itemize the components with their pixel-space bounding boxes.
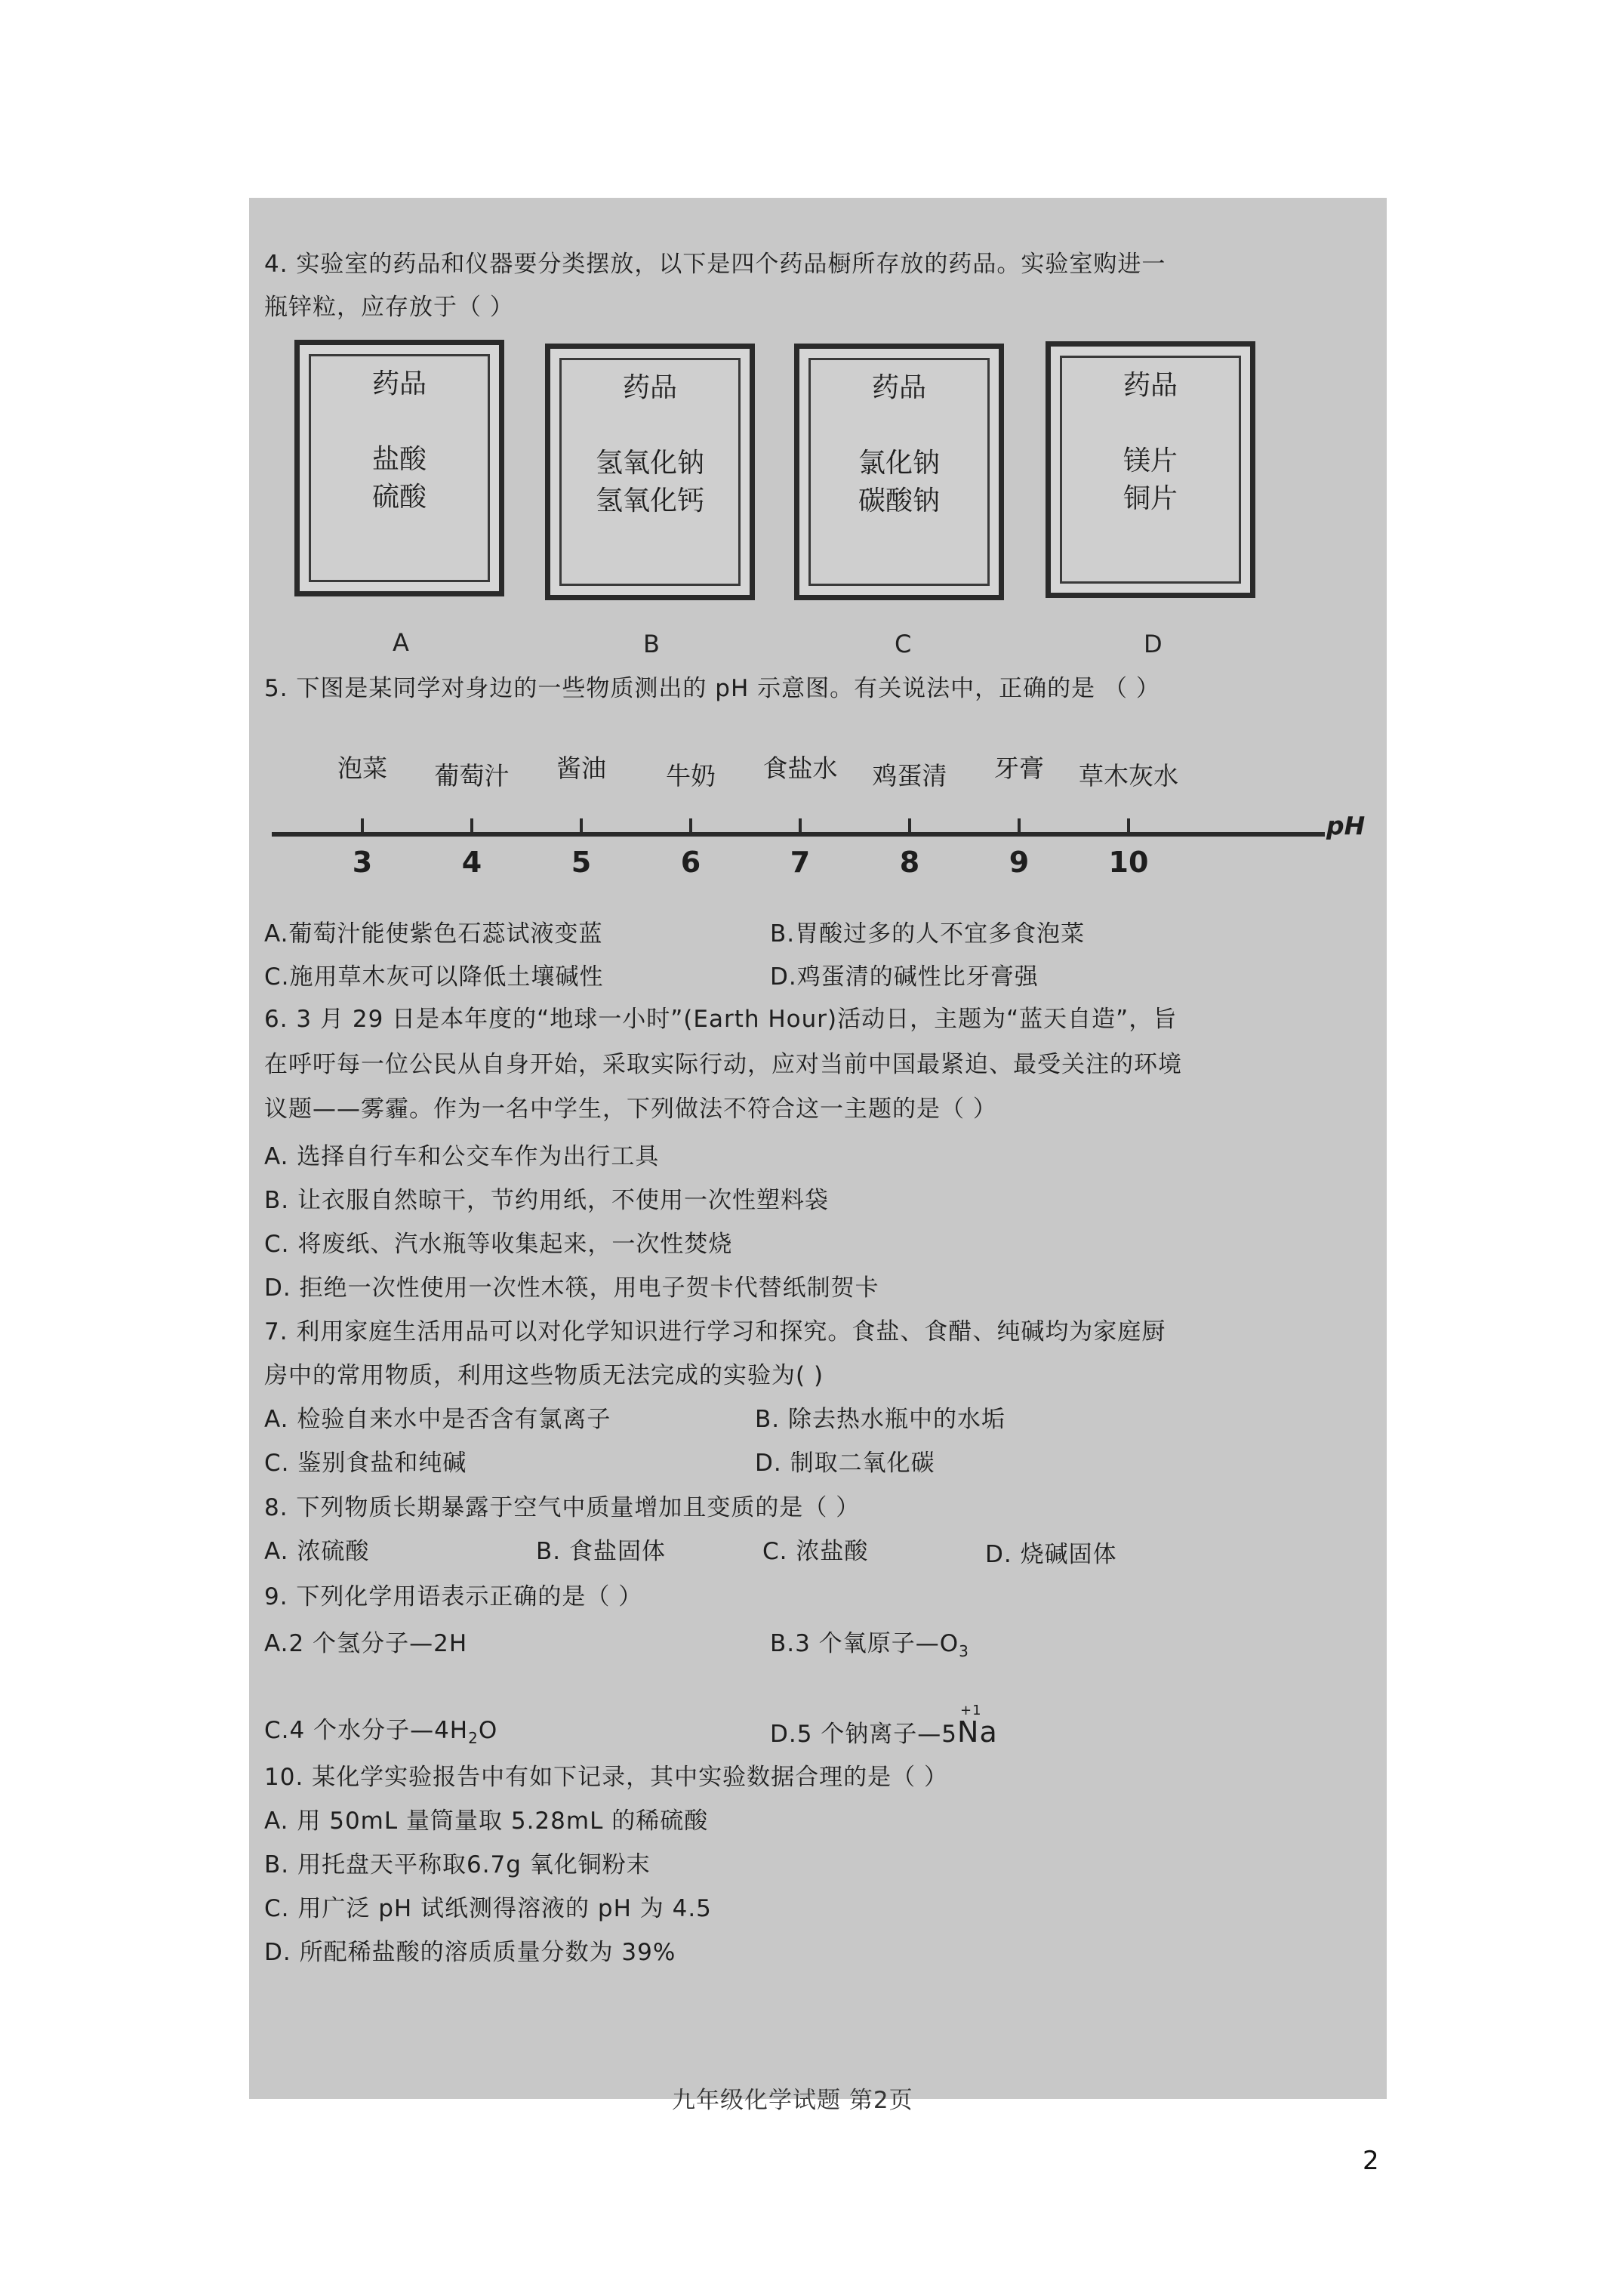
cabinet-c-label: C [895, 630, 912, 658]
q9-option-c [264, 1715, 497, 1753]
q6-line1: 6. 3 月 29 日是本年度的“地球一小时”(Earth Hour)活动日，主题为“蓝天自造”，旨 [264, 1006, 1178, 1033]
cabinet-a-title: 药品 [371, 368, 427, 399]
q5-option-a: A.葡萄汁能使紫色石蕊试液变蓝 [264, 920, 603, 948]
ph-tick [1127, 818, 1130, 835]
footer-page-caption: 九年级化学试题 第2页 [672, 2087, 913, 2114]
ph-substance-label: 草木灰水 [1079, 761, 1178, 791]
ph-substance-label: 牛奶 [666, 761, 716, 791]
q6-option-d: D. 拒绝一次性使用一次性木筷，用电子贺卡代替纸制贺卡 [264, 1274, 879, 1302]
q9-option-b [770, 1629, 969, 1666]
q8-option-c: C. 浓盐酸 [762, 1538, 869, 1565]
q7-line2: 房中的常用物质，利用这些物质无法完成的实验为( ) [264, 1362, 824, 1389]
q7-option-d: D. 制取二氧化碳 [755, 1450, 935, 1477]
q6-line2: 在呼吁每一位公民从自身开始，采取实际行动，应对当前中国最紧迫、最受关注的环境 [264, 1051, 1182, 1078]
ph-substance-label: 鸡蛋清 [872, 761, 947, 791]
q7-option-a: A. 检验自来水中是否含有氯离子 [264, 1406, 611, 1433]
q6-option-c: C. 将废纸、汽水瓶等收集起来，一次性焚烧 [264, 1231, 733, 1258]
ph-tick [689, 818, 692, 835]
q7-option-b: B. 除去热水瓶中的水垢 [755, 1406, 1006, 1433]
q9-option-d [770, 1703, 998, 1749]
q9-option-b-text: B.3 个氧原子—O [770, 1630, 959, 1657]
ph-tick-number: 5 [571, 846, 592, 879]
scanned-exam-photo [249, 198, 1387, 2114]
q8-option-a: A. 浓硫酸 [264, 1538, 370, 1565]
cabinet-a-item1: 盐酸 [371, 444, 427, 475]
ph-tick [799, 818, 802, 835]
q10-option-d: D. 所配稀盐酸的溶质质量分数为 39% [264, 1939, 676, 1966]
cabinet-a-label: A [393, 628, 409, 657]
q9-option-c-tail: O [478, 1717, 498, 1744]
q4-line2: 瓶锌粒，应存放于（ ） [264, 294, 514, 321]
ph-tick-number: 6 [680, 846, 701, 879]
q7-line1: 7. 利用家庭生活用品可以对化学知识进行学习和探究。食盐、食醋、纯碱均为家庭厨 [264, 1318, 1166, 1345]
cabinet-d-label: D [1144, 630, 1163, 658]
q8-option-d: D. 烧碱固体 [985, 1541, 1117, 1568]
q10-option-c: C. 用广泛 pH 试纸测得溶液的 pH 为 4.5 [264, 1895, 712, 1922]
q10-stem: 10. 某化学实验报告中有如下记录，其中实验数据合理的是（ ） [264, 1764, 949, 1791]
ph-axis-label: pH [1326, 811, 1366, 840]
page-number: 2 [1363, 2146, 1379, 2176]
cabinet-b-item1: 氢氧化钠 [595, 448, 704, 479]
q9-option-c-subscript: 2 [468, 1729, 479, 1748]
cabinet-a-item2: 硫酸 [371, 482, 427, 513]
q9-option-a: A.2 个氢分子—2H [264, 1630, 468, 1657]
cabinet-c [794, 344, 1004, 600]
q9-option-c-text: C.4 个水分子—4H [264, 1717, 469, 1744]
q9-option-d-symbol [957, 1703, 998, 1749]
ph-tick-number: 3 [352, 846, 373, 879]
cabinet-c-title: 药品 [871, 372, 926, 403]
q9-option-b-subscript: 3 [959, 1642, 969, 1661]
q6-option-b: B. 让衣服自然晾干，节约用纸，不使用一次性塑料袋 [264, 1187, 829, 1214]
cabinet-c-item1: 氯化钠 [858, 448, 940, 479]
q9-option-d-text: D.5 个钠离子—5 [770, 1721, 958, 1748]
q5-option-b: B.胃酸过多的人不宜多食泡菜 [770, 920, 1086, 948]
ph-substance-label: 牙膏 [994, 754, 1044, 783]
ph-substance-label: 酱油 [556, 754, 606, 783]
cabinet-b-title: 药品 [622, 372, 677, 403]
cabinet-a [294, 340, 504, 596]
q8-option-b: B. 食盐固体 [536, 1538, 666, 1565]
ph-tick-number: 10 [1108, 846, 1149, 879]
cabinet-d-item2: 铜片 [1123, 483, 1178, 514]
ph-tick-number: 9 [1009, 846, 1030, 879]
q5-option-d: D.鸡蛋清的碱性比牙膏强 [770, 963, 1039, 991]
cabinet-b-label: B [643, 630, 660, 658]
ph-tick-number: 4 [461, 846, 482, 879]
cabinet-d [1046, 341, 1255, 598]
q10-option-b: B. 用托盘天平称取6.7g 氧化铜粉末 [264, 1851, 651, 1878]
cabinet-b [545, 344, 755, 600]
q5-option-c: C.施用草木灰可以降低土壤碱性 [264, 963, 604, 991]
cabinet-b-item2: 氢氧化钙 [595, 485, 704, 516]
ph-substance-label: 食盐水 [762, 754, 838, 783]
ph-tick [361, 818, 364, 835]
cabinet-d-item1: 镁片 [1123, 445, 1178, 476]
ph-tick [908, 818, 911, 835]
q6-line3: 议题——雾霾。作为一名中学生，下列做法不符合这一主题的是（ ） [264, 1096, 997, 1123]
q4-line1: 4. 实验室的药品和仪器要分类摆放，以下是四个药品橱所存放的药品。实验室购进一 [264, 251, 1166, 278]
ph-tick-number: 8 [899, 846, 920, 879]
ph-tick [470, 818, 473, 835]
q9-stem: 9. 下列化学用语表示正确的是（ ） [264, 1583, 643, 1610]
q6-option-a: A. 选择自行车和公交车作为出行工具 [264, 1143, 660, 1170]
q9-option-d-superscript: +1 [960, 1703, 982, 1718]
q8-stem: 8. 下列物质长期暴露于空气中质量增加且变质的是（ ） [264, 1494, 861, 1521]
ph-tick-number: 7 [790, 846, 811, 879]
ph-tick [580, 818, 583, 835]
q10-option-a: A. 用 50mL 量筒量取 5.28mL 的稀硫酸 [264, 1808, 709, 1835]
cabinet-d-title: 药品 [1123, 370, 1178, 401]
ph-substance-label: 葡萄汁 [434, 761, 510, 791]
ph-substance-label: 泡菜 [337, 754, 387, 783]
q5-stem: 5. 下图是某同学对身边的一些物质测出的 pH 示意图。有关说法中，正确的是 （ ） [264, 675, 1160, 702]
q7-option-c: C. 鉴别食盐和纯碱 [264, 1450, 467, 1477]
ph-tick [1018, 818, 1021, 835]
cabinet-c-item2: 碳酸钠 [858, 485, 940, 516]
q9-option-d-na: Na [957, 1715, 998, 1749]
